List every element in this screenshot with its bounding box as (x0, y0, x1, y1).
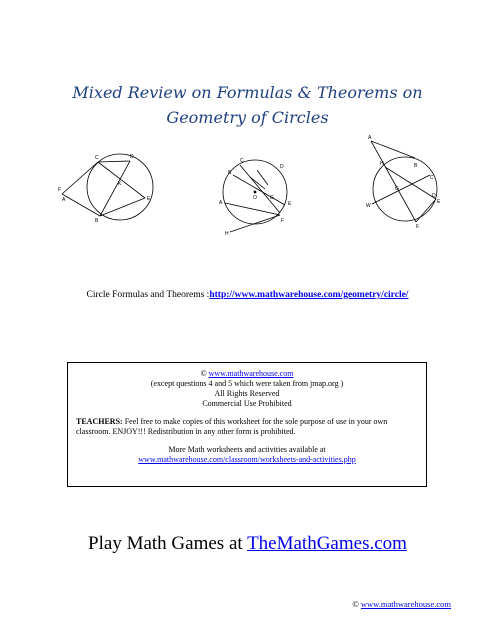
d2-label-a: A (219, 200, 223, 206)
teachers-note (76, 417, 418, 437)
diagram-2 (219, 158, 292, 237)
d2-label-f: F (281, 218, 285, 224)
d3-label-w: W (366, 203, 371, 209)
formulas-link[interactable]: http://www.mathwarehouse.com/geometry/circle/ (209, 290, 409, 300)
d2-label-d: D (280, 164, 284, 170)
teachers-text: Feel free to make copies of this worksheet for the sole purpose of use in your own classroom. ENJOY!!! Redistribution in any other form is prohibited. (76, 417, 388, 436)
teachers-label: TEACHERS: (76, 417, 123, 426)
d2-label-g: G (270, 195, 274, 201)
copyright-symbol: © (200, 369, 207, 378)
worksheets-link[interactable]: www.mathwarehouse.com/classroom/worksheets-and-activities.php (138, 455, 356, 464)
d3-label-g: G (395, 186, 399, 192)
d3-label-f: F (416, 224, 420, 230)
d3-label-c: C (430, 175, 434, 181)
d1-label-b: B (95, 218, 99, 224)
d3-label-h: H (380, 161, 384, 167)
d1-label-e: E (147, 196, 151, 202)
title-line-1: Mixed Review on Formulas & Theorems on (72, 83, 423, 102)
exception-note: (except questions 4 and 5 which were taken from jmap.org ) (150, 379, 344, 388)
d2-label-h: H (225, 231, 229, 237)
play-games-line (0, 533, 495, 555)
diagram-3 (366, 135, 441, 230)
d1-label-d: D (130, 154, 134, 160)
d2-label-e: E (288, 201, 292, 207)
footer-copyright (352, 599, 451, 609)
circle-diagrams (0, 135, 495, 245)
d3-label-e: E (437, 199, 441, 205)
title-line-2: Geometry of Circles (166, 108, 329, 127)
commercial-text: Commercial Use Prohibited (202, 399, 292, 408)
copyright-line (76, 369, 418, 379)
diagram-1 (58, 154, 153, 224)
d3-label-a: A (368, 135, 372, 141)
d1-label-f: F (58, 187, 62, 193)
d2-label-b: B (228, 170, 232, 176)
footer-link[interactable]: www.mathwarehouse.com (360, 599, 451, 609)
more-text: More Math worksheets and activities available at (168, 445, 326, 454)
copyright-box (67, 362, 427, 487)
d2-label-c: C (240, 158, 244, 164)
formulas-reference (0, 290, 495, 300)
copyright-link[interactable]: www.mathwarehouse.com (208, 369, 294, 378)
d3-label-d: D (432, 193, 436, 199)
d1-label-c: C (95, 155, 99, 161)
d1-label-k: K (118, 181, 122, 187)
d2-label-o: O (253, 195, 257, 201)
d3-label-b: B (414, 163, 418, 169)
rights-text: All Rights Reserved (214, 389, 280, 398)
formulas-label: Circle Formulas and Theorems : (86, 290, 210, 300)
play-text: Play Math Games at (88, 533, 248, 554)
d1-label-a: A (62, 197, 66, 203)
footer-symbol: © (352, 599, 359, 609)
worksheet-title (40, 80, 455, 130)
mathgames-link[interactable]: TheMathGames.com (247, 533, 407, 554)
